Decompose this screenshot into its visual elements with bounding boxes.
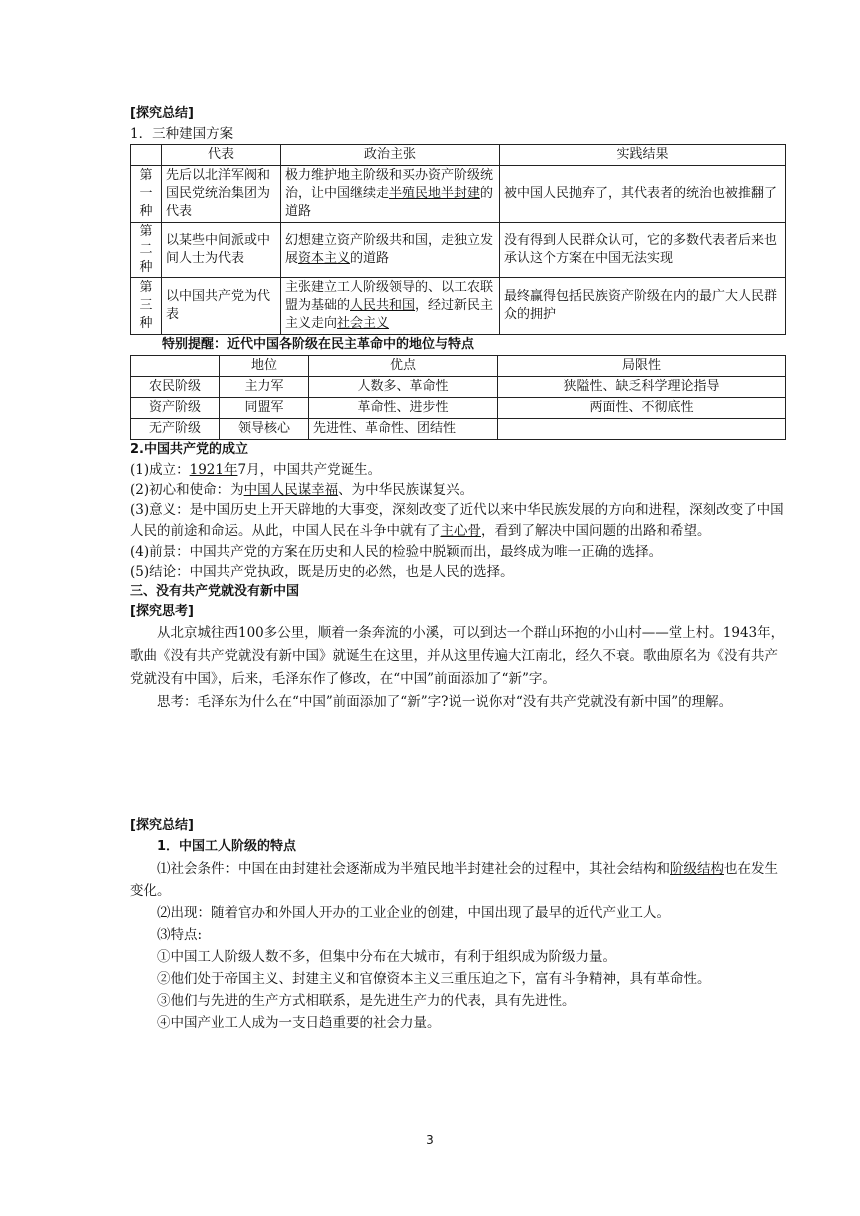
section-heading: 三、没有共产党就没有新中国: [130, 584, 300, 599]
list-item: ②他们处于帝国主义、封建主义和官僚资本主义三重压迫之下，富有斗争精神，具有革命性。: [157, 971, 711, 987]
think-label: [探究思考]: [130, 604, 194, 619]
paragraph: ⑴社会条件：中国在由封建社会逐渐成为半殖民地半封建社会的过程中，其社会结构和阶级结构也在发生变化。: [130, 861, 778, 899]
table-row: [131, 278, 786, 335]
row-ordinal: 第三种: [131, 278, 162, 335]
list-item: ④中国产业工人成为一支日趋重要的社会力量。: [157, 1015, 441, 1031]
summary-label: [探究总结]: [130, 818, 194, 833]
paragraph: ⑵出现：随着官办和外国人开办的工业企业的创建，中国出现了最早的近代产业工人。: [157, 905, 670, 921]
document-page: [130, 104, 786, 1034]
paragraph: 从北京城往西100多公里，顺着一条奔流的小溪，可以到达一个群山环抱的小山村——堂上村。1943年，歌曲《没有共产党就没有新中国》就诞生在这里，并从这里传遍大江南北，经久不衰。歌曲原名为《没有共产党就没有中国》，后来，毛泽东作了修改，在“中国”前面添加了“新”字。: [130, 625, 785, 687]
table-header-row: [131, 356, 786, 377]
table-row: [131, 223, 786, 278]
header-representative: 代表: [162, 145, 281, 166]
founding-plans-table: [130, 144, 786, 335]
section-heading: 1．三种建国方案: [130, 126, 234, 142]
paragraph: 思考：毛泽东为什么在“中国”前面添加了“新”字?说一说你对“没有共产党就没有新中国”的理解。: [157, 694, 733, 710]
page-number: 3: [426, 1133, 434, 1147]
table-header-row: [131, 145, 786, 166]
row-representative: 先后以北洋军阀和国民党统治集团为代表: [162, 166, 281, 223]
row-result: 最终赢得包括民族资产阶级在内的最广大人民群众的拥护: [500, 278, 786, 335]
paragraph: (1)成立：1921年7月，中国共产党诞生。: [130, 462, 382, 478]
paragraph: (2)初心和使命：为中国人民谋幸福、为中华民族谋复兴。: [130, 482, 474, 498]
row-political-claim: 极力维护地主阶级和买办资产阶级统治，让中国继续走半殖民地半封建的道路: [281, 166, 500, 223]
class-status-table: [130, 355, 786, 440]
list-item: ③他们与先进的生产方式相联系，是先进生产力的代表，具有先进性。: [157, 993, 576, 1009]
table-row: 农民阶级 主力军 人数多、革命性 狭隘性、缺乏科学理论指导: [131, 377, 786, 398]
header-limitations: 局限性: [498, 356, 786, 377]
header-advantages: 优点: [309, 356, 498, 377]
row-representative: 以中国共产党为代表: [162, 278, 281, 335]
section-heading: 1．中国工人阶级的特点: [157, 839, 297, 854]
row-result: 被中国人民抛弃了，其代表者的统治也被推翻了: [500, 166, 786, 223]
row-political-claim: 主张建立工人阶级领导的、以工农联盟为基础的人民共和国，经过新民主主义走向社会主义: [281, 278, 500, 335]
special-note-title: 特别提醒：近代中国各阶级在民主革命中的地位与特点: [162, 337, 475, 352]
table-row: 资产阶级 同盟军 革命性、进步性 两面性、不彻底性: [131, 398, 786, 419]
summary-label: [探究总结]: [130, 106, 194, 121]
row-representative: 以某些中间派或中间人士为代表: [162, 223, 281, 278]
paragraph: (3)意义：是中国历史上开天辟地的大事变，深刻改变了近代以来中华民族发展的方向和进程，深刻改变了中国人民的前途和命运。从此，中国人民在斗争中就有了主心骨，看到了解决中国问题的出路和希望。: [130, 502, 784, 539]
list-item: ①中国工人阶级人数不多，但集中分布在大城市，有利于组织成为阶级力量。: [157, 949, 616, 965]
paragraph: (5)结论：中国共产党执政，既是历史的必然，也是人民的选择。: [130, 564, 514, 580]
row-ordinal: 第二种: [131, 223, 162, 278]
paragraph: ⑶特点:: [157, 927, 203, 943]
row-political-claim: 幻想建立资产阶级共和国，走独立发展资本主义的道路: [281, 223, 500, 278]
table-row: 无产阶级 领导核心 先进性、革命性、团结性: [131, 419, 786, 440]
row-ordinal: 第一种: [131, 166, 162, 223]
section-heading: 2.中国共产党的成立: [130, 442, 248, 457]
header-political-claim: 政治主张: [281, 145, 500, 166]
header-result: 实践结果: [500, 145, 786, 166]
table-row: [131, 166, 786, 223]
paragraph: (4)前景：中国共产党的方案在历史和人民的检验中脱颖而出，最终成为唯一正确的选择。: [130, 544, 663, 560]
row-result: 没有得到人民群众认可，它的多数代表者后来也承认这个方案在中国无法实现: [500, 223, 786, 278]
header-status: 地位: [220, 356, 309, 377]
